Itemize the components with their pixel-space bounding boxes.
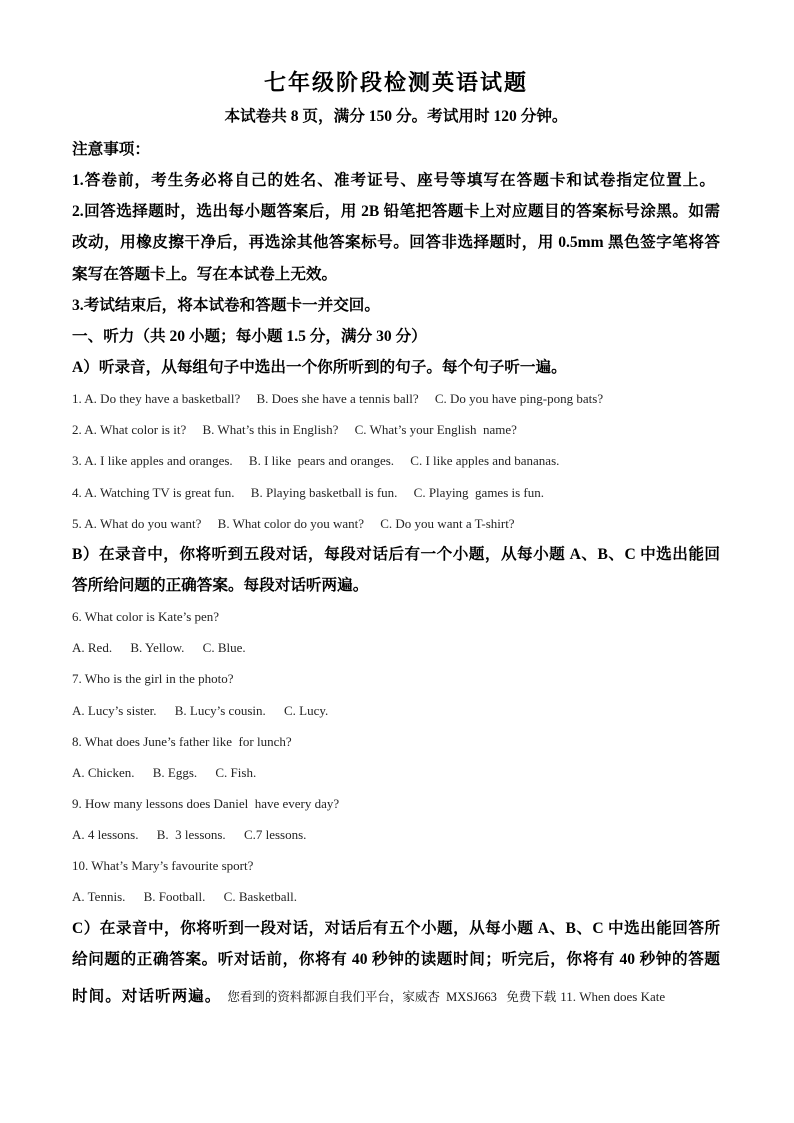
question-11-stem-start: 11. When does Kate (560, 988, 666, 1004)
option-a: A. Tennis. (72, 889, 126, 905)
option-a: A. Red. (72, 640, 113, 656)
notice-heading: 注意事项： (72, 141, 150, 158)
part-c-instruction-end: 时间。对话听两遍。 (72, 987, 222, 1005)
option-b: B. Does she have a tennis ball? (256, 391, 419, 407)
question-3-row (72, 445, 720, 476)
part-a-instruction: A）听录音，从每组句子中选出一个你所听到的句子。每个句子听一遍。 (72, 358, 567, 376)
exam-subtitle: 本试卷共 8 页，满分 150 分。考试用时 120 分钟。 (224, 108, 568, 125)
option-c: C. I like apples and bananas. (410, 453, 560, 469)
option-b: B. Lucy’s cousin. (174, 702, 266, 718)
option-b: B. 3 lessons. (156, 827, 226, 843)
question-stem: 6. What color is Kate’s pen? (72, 609, 220, 625)
question-2-row (72, 414, 720, 445)
option-c: C. Do you have ping-pong bats? (434, 391, 604, 407)
option-b: B. Eggs. (152, 764, 198, 780)
option-c: C. Playing games is fun. (413, 484, 545, 500)
notice-line-2: 2.回答选择题时，选出每小题答案后，用 2B 铅笔把答题卡上对应题目的答案标号涂黑。如需 (72, 203, 720, 221)
option-c: C. Blue. (202, 640, 246, 656)
option-a: A. What color is it? (84, 422, 187, 438)
notice-line-4: 案写在答题卡上。写在本试卷上无效。 (72, 265, 338, 283)
part-c-instruction-line-1: C）在录音中，你将听到一段对话，对话后有五个小题，从每小题 A、B、C 中选出能回答所 (72, 919, 720, 937)
option-a: A. Chicken. (72, 764, 135, 780)
option-c: C. What’s your English name? (354, 422, 517, 438)
question-stem: 8. What does June’s father like for lunch? (72, 733, 292, 749)
question-8-options (72, 757, 720, 788)
notice-line-1: 1.答卷前，考生务必将自己的姓名、准考证号、座号等填写在答题卡和试卷指定位置上。 (72, 172, 715, 190)
page-content (72, 66, 720, 1012)
question-10-stem (72, 850, 720, 881)
option-b: B. What’s this in English? (202, 422, 339, 438)
option-b: B. I like pears and oranges. (248, 453, 395, 469)
part-c-instruction-line-3 (72, 981, 720, 1012)
question-number: 3. (72, 453, 82, 469)
watermark-text: 您看到的资料都源自我们平台，家威杏 MXSJ663 免费下载 (227, 989, 557, 1004)
question-6-stem (72, 601, 720, 632)
option-b: B. Yellow. (130, 640, 185, 656)
question-stem: 9. How many lessons does Daniel have every day? (72, 795, 340, 811)
question-number: 1. (72, 391, 82, 407)
question-9-stem (72, 788, 720, 819)
option-a: A. Watching TV is great fun. (84, 484, 235, 500)
option-a: A. 4 lessons. (72, 827, 139, 843)
option-c: C. Fish. (215, 764, 257, 780)
question-stem: 7. Who is the girl in the photo? (72, 671, 234, 687)
question-1-row (72, 383, 720, 414)
question-7-options (72, 695, 720, 726)
option-b: B. Playing basketball is fun. (250, 484, 398, 500)
part-b-instruction-line-1: B）在录音中，你将听到五段对话，每段对话后有一个小题，从每小题 A、B、C 中选出能回 (72, 545, 720, 563)
option-a: A. I like apples and oranges. (84, 453, 233, 469)
question-5-row (72, 508, 720, 539)
part-c-instruction-line-2: 给问题的正确答案。听对话前，你将有 40 秒钟的读题时间；听完后，你将有 40 秒钟的答题 (72, 950, 720, 968)
notice-line-3: 改动，用橡皮擦干净后，再选涂其他答案标号。回答非选择题时，用 0.5mm 黑色签字笔将答 (72, 234, 720, 252)
option-b: B. Football. (143, 889, 206, 905)
question-8-stem (72, 726, 720, 757)
question-7-stem (72, 663, 720, 694)
option-a: A. Lucy’s sister. (72, 702, 157, 718)
option-c: C. Lucy. (284, 702, 329, 718)
option-c: C. Do you want a T-shirt? (380, 515, 515, 531)
section-listening-heading: 一、听力（共 20 小题；每小题 1.5 分，满分 30 分） (72, 327, 427, 345)
option-b: B. What color do you want? (217, 515, 364, 531)
question-number: 2. (72, 422, 82, 438)
question-number: 5. (72, 515, 82, 531)
option-a: A. Do they have a basketball? (84, 391, 241, 407)
question-9-options (72, 819, 720, 850)
option-c: C.7 lessons. (243, 827, 307, 843)
question-6-options (72, 632, 720, 663)
question-10-options (72, 881, 720, 912)
question-number: 4. (72, 484, 82, 500)
exam-title: 七年级阶段检测英语试题 (263, 70, 528, 95)
question-4-row (72, 477, 720, 508)
notice-line-5: 3.考试结束后，将本试卷和答题卡一并交回。 (72, 296, 380, 314)
option-a: A. What do you want? (84, 515, 202, 531)
part-b-instruction-line-2: 答所给问题的正确答案。每段对话听两遍。 (72, 576, 369, 594)
question-stem: 10. What’s Mary’s favourite sport? (72, 858, 254, 874)
option-c: C. Basketball. (223, 889, 297, 905)
